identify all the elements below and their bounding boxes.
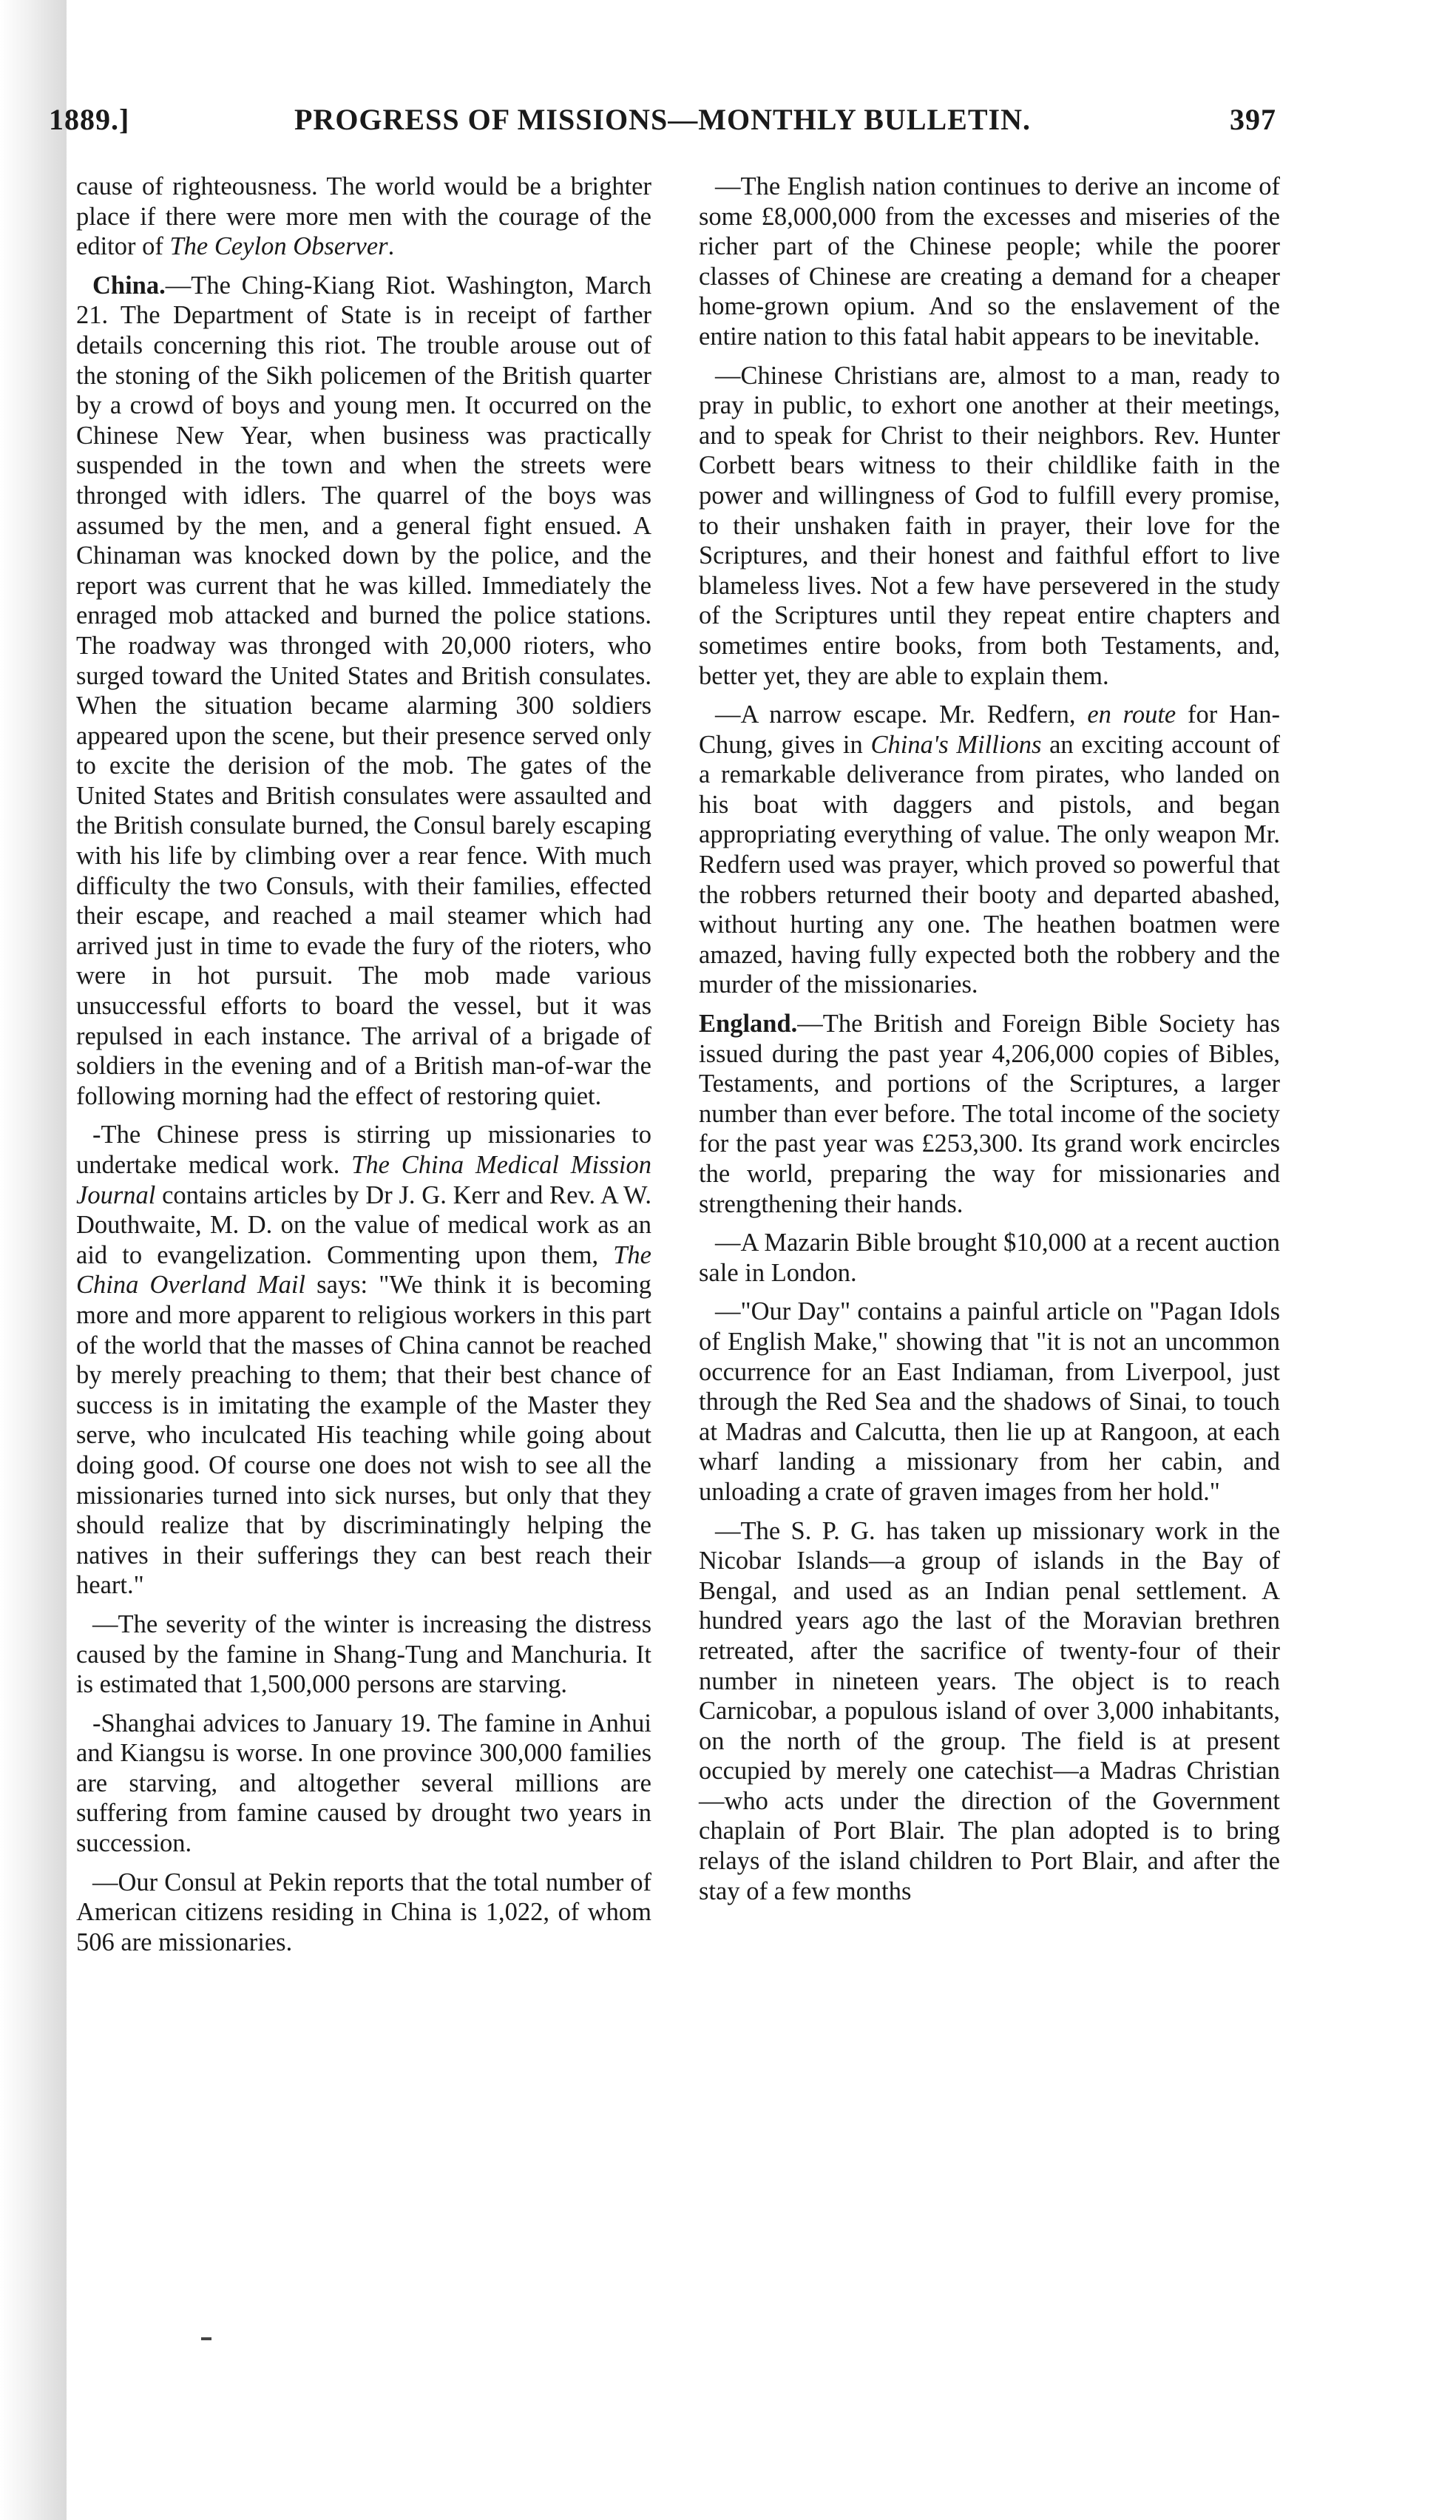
paragraph-mazarin-bible: —A Mazarin Bible brought $10,000 at a recent auction sale in London. [699, 1229, 1280, 1287]
paragraph-text: contains articles by Dr J. G. Kerr and Rev. A W. Douthwaite, M. D. on the value of medical work as an aid to evangelization. Commenting upon them, [76, 1180, 651, 1269]
paragraph-shanghai: -Shanghai advices to January 19. The famine in Anhui and Kiangsu is worse. In one province 300,000 families are starving, and altogether several millions are suffering from famine caused by drought two years in succession. [76, 1709, 651, 1858]
publication-title: The Ceylon Observer [169, 232, 388, 261]
paragraph-text: . [387, 232, 395, 261]
left-column [76, 172, 651, 1966]
paragraph-chinese-christians: —Chinese Christians are, almost to a man, ready to pray in public, to exhort one another at their meetings, and to speak for Christ to their neighbors. Rev. Hunter Corbett bears witness to their childlike faith in the power and willingness of God to fulfill every promise, to their unshaken faith in prayer, their love for the Scriptures, and their honest and faithful effort to live blameless lives. Not a few have persevered in the study of the Scriptures until they repeat entire chapters and sometimes entire books, from both Testaments, and, better yet, they are able to explain them. [699, 361, 1280, 690]
paragraph-text: says: "We think it is becoming more and more apparent to religious workers in this part of the world that the masses of China cannot be reached by merely preaching to them; that their best chance of success is in imitating the example of the Master they serve, who inculcated His teaching while going about doing good. Of course one does not wish to see all the missionaries turned into sick nurses, but only that they should realize that by discriminatingly helping the natives in their sufferings they can best reach their heart." [76, 1271, 652, 1600]
ink-mark [201, 2337, 211, 2340]
paragraph-china-riot [76, 271, 651, 1112]
paragraph-our-day: —"Our Day" contains a painful article on "Pagan Idols of English Make," showing that "it is not an uncommon occurrence for an East Indiaman, from Liverpool, just through the Red Sea and the shadows of Sinai, to touch at Madras and Calcutta, then lie up at Rangoon, at each wharf landing a missionary from her cabin, and unloading a crate of graven images from her hold." [699, 1297, 1280, 1506]
section-lead-china: China. [92, 271, 166, 300]
paragraph-text: —A narrow escape. Mr. Redfern, [715, 700, 1088, 729]
section-lead-england: England. [699, 1010, 798, 1038]
paragraph-text: -The Chinese press is stirring up missionaries to undertake medical work. [76, 1121, 651, 1179]
paragraph-chinese-press [76, 1120, 651, 1601]
page-number: 397 [1230, 103, 1276, 136]
paragraph-spg-nicobar: —The S. P. G. has taken up missionary work in the Nicobar Islands—a group of islands in the Bay of Bengal, and used as an Indian penal settlement. A hundred years ago the last of the Moravian brethren retreated, after the sacrifice of twenty-four of their number in nineteen years. The object is to reach Carnicobar, a populous island of over 3,000 inhabitants, on the north of the group. The field is at present occupied by merely one catechist—a Madras Christian—who acts under the direction of the Government chaplain of Port Blair. The plan adopted is to bring relays of the island children to Port Blair, and after the stay of a few months [699, 1516, 1280, 1905]
page-edge-shadow [0, 0, 67, 2520]
running-title: PROGRESS OF MISSIONS—MONTHLY BULLETIN. [294, 103, 1031, 136]
paragraph-text: for Han-Chung, gives in [699, 700, 1280, 759]
italic-phrase: en route [1087, 700, 1176, 729]
publication-title: The China Medical Mission Journal [76, 1151, 651, 1209]
paragraph-opium: —The English nation continues to derive an income of some £8,000,000 from the excesses and miseries of the richer part of the Chinese people; while the poorer classes of Chinese are creating a demand for a cheaper home-grown opium. And so the enslavement of the entire nation to this fatal habit appears to be inevitable. [699, 172, 1280, 351]
paragraph-consul-pekin: —Our Consul at Pekin reports that the total number of American citizens residing in China is 1,022, of whom 506 are missionaries. [76, 1868, 651, 1956]
running-header [49, 102, 1276, 146]
publication-title: China's Millions [870, 730, 1042, 759]
paragraph-text: —The British and Foreign Bible Society has issued during the past year 4,206,000 copies of Bibles, Testaments, and portions of the Scriptures, a larger number than ever before. The total income of the society for the past year was £253,300. Its grand work encircles the world, preparing the way for missionaries and strengthening their hands. [699, 1010, 1280, 1218]
paragraph-text: —The Ching-Kiang Riot. Washington, March 21. The Department of State is in receipt of farther details concerning this riot. The trouble arouse out of the stoning of the Sikh policemen of the British quarter by a crowd of boys and young men. It occurred on the Chinese New Year, when business was practically suspended in the town and when the streets were thronged with idlers. The quarrel of the boys was assumed by the men, and a general fight ensued. A Chinaman was knocked down by the police, and the report was current that he was killed. Immediately the enraged mob attacked and burned the police stations. The roadway was thronged with 20,000 rioters, who surged toward the United States and British consulates. When the situation became alarming 300 soldiers appeared upon the scene, but their presence served only to excite the derision of the mob. The gates of the United States and British consulates were assaulted and the British consulate burned, the Consul barely escaping with his life by climbing over a rear fence. With much difficulty the two Consuls, with their families, effected their escape, and reached a mail steamer which had arrived just in time to evade the fury of the rioters, who were in hot pursuit. The mob made various unsuccessful efforts to board the vessel, but it was repulsed in each instance. The arrival of a brigade of soldiers in the evening and of a British man-of-war the following morning had the effect of restoring quiet. [76, 271, 651, 1110]
right-column [699, 172, 1280, 1915]
paragraph-narrow-escape [699, 700, 1280, 1000]
header-year: 1889.] [49, 103, 130, 136]
publication-title: The China Overland Mail [76, 1240, 651, 1300]
paragraph-winter-famine: —The severity of the winter is increasing the distress caused by the famine in Shang-Tung and Manchuria. It is estimated that 1,500,000 persons are starving. [76, 1609, 651, 1699]
paragraph-text: cause of righteousness. The world would be a brighter place if there were more men with the courage of the editor of [76, 172, 651, 261]
paragraph-text: an exciting account of a remarkable deliverance from pirates, who landed on his boat with daggers and pistols, and began appropriating everything of value. The only weapon Mr. Redfern used was prayer, which proved so powerful that the robbers returned their booty and departed abashed, without hurting any one. The heathen boatmen were amazed, having fully expected both the robbery and the murder of the missionaries. [699, 730, 1280, 999]
paragraph-righteousness [76, 172, 651, 262]
paragraph-england [699, 1009, 1280, 1219]
